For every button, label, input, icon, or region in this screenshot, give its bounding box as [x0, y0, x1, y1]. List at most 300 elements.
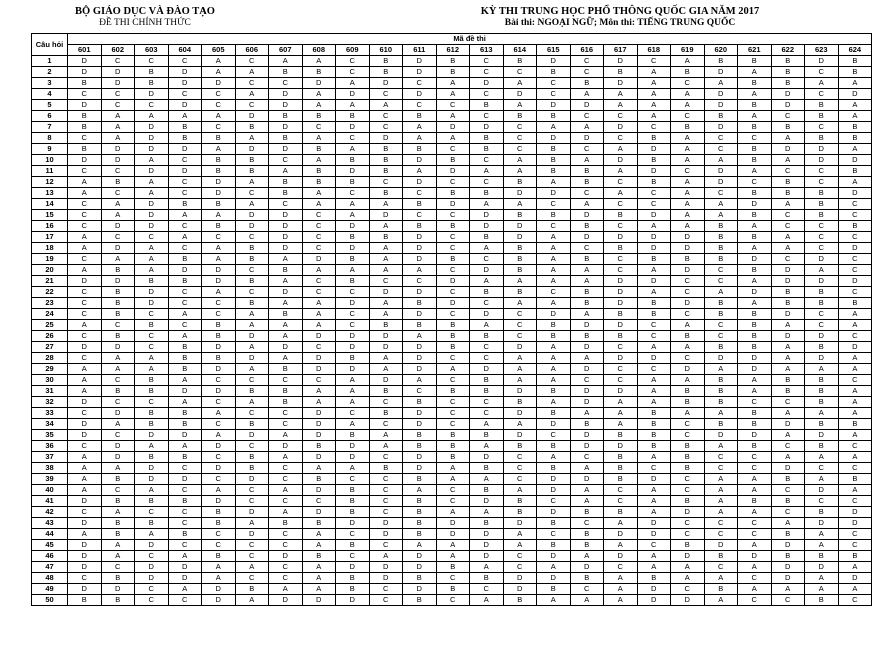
- answer-cell: B: [671, 67, 705, 78]
- answer-cell: A: [704, 507, 738, 518]
- answer-cell: A: [503, 199, 537, 210]
- answer-cell: D: [805, 331, 839, 342]
- answer-cell: C: [671, 485, 705, 496]
- answer-cell: A: [704, 155, 738, 166]
- answer-cell: D: [503, 89, 537, 100]
- answer-cell: A: [838, 584, 872, 595]
- answer-cell: C: [436, 100, 470, 111]
- answer-cell: D: [470, 221, 504, 232]
- answer-cell: C: [101, 166, 135, 177]
- answer-cell: D: [336, 518, 370, 529]
- question-number: 10: [32, 155, 68, 166]
- answer-cell: D: [369, 331, 403, 342]
- answer-cell: B: [704, 375, 738, 386]
- answer-cell: B: [671, 397, 705, 408]
- answer-cell: A: [436, 551, 470, 562]
- answer-cell: C: [302, 243, 336, 254]
- table-row: [32, 375, 872, 386]
- answer-cell: C: [202, 122, 236, 133]
- answer-cell: A: [101, 463, 135, 474]
- answer-cell: D: [671, 595, 705, 606]
- answer-cell: A: [369, 265, 403, 276]
- answer-cell: B: [470, 386, 504, 397]
- answer-cell: B: [805, 210, 839, 221]
- answer-cell: B: [168, 342, 202, 353]
- answer-cell: C: [771, 441, 805, 452]
- answer-cell: C: [369, 595, 403, 606]
- answer-cell: D: [503, 232, 537, 243]
- answer-cell: D: [336, 122, 370, 133]
- answer-cell: B: [336, 232, 370, 243]
- answer-cell: A: [738, 298, 772, 309]
- answer-cell: A: [302, 188, 336, 199]
- answer-cell: C: [704, 518, 738, 529]
- question-number: 13: [32, 188, 68, 199]
- table-row: [32, 232, 872, 243]
- answer-cell: D: [202, 386, 236, 397]
- answer-cell: C: [704, 276, 738, 287]
- answer-cell: C: [135, 100, 169, 111]
- answer-cell: C: [805, 463, 839, 474]
- answer-cell: B: [738, 210, 772, 221]
- answer-cell: A: [403, 331, 437, 342]
- answer-cell: D: [503, 573, 537, 584]
- answer-cell: D: [369, 518, 403, 529]
- answer-cell: D: [604, 529, 638, 540]
- answer-cell: B: [470, 100, 504, 111]
- table-row: [32, 353, 872, 364]
- answer-cell: B: [470, 144, 504, 155]
- answer-cell: B: [738, 78, 772, 89]
- answer-cell: A: [369, 254, 403, 265]
- answer-cell: D: [604, 551, 638, 562]
- answer-cell: B: [503, 397, 537, 408]
- answer-cell: D: [570, 100, 604, 111]
- answer-cell: A: [704, 287, 738, 298]
- answer-cell: B: [570, 573, 604, 584]
- answer-cell: D: [168, 562, 202, 573]
- answer-cell: B: [403, 111, 437, 122]
- answer-cell: D: [336, 89, 370, 100]
- answer-cell: D: [403, 56, 437, 67]
- question-number: 4: [32, 89, 68, 100]
- answer-cell: C: [269, 573, 303, 584]
- answer-cell: D: [336, 364, 370, 375]
- answer-cell: D: [202, 584, 236, 595]
- answer-cell: C: [101, 320, 135, 331]
- answer-cell: D: [503, 408, 537, 419]
- answer-cell: A: [135, 177, 169, 188]
- answer-cell: B: [704, 243, 738, 254]
- answer-cell: D: [537, 56, 571, 67]
- answer-cell: B: [168, 408, 202, 419]
- answer-cell: C: [202, 89, 236, 100]
- answer-cell: D: [503, 386, 537, 397]
- answer-cell: D: [269, 221, 303, 232]
- answer-cell: D: [135, 221, 169, 232]
- table-row: [32, 507, 872, 518]
- answer-cell: D: [637, 584, 671, 595]
- answer-cell: B: [470, 573, 504, 584]
- answer-cell: D: [369, 287, 403, 298]
- answer-cell: B: [470, 485, 504, 496]
- answer-cell: C: [369, 485, 403, 496]
- answer-cell: B: [771, 551, 805, 562]
- answer-cell: B: [135, 78, 169, 89]
- answer-cell: D: [101, 276, 135, 287]
- question-number: 16: [32, 221, 68, 232]
- answer-cell: C: [135, 232, 169, 243]
- answer-cell: B: [838, 133, 872, 144]
- table-row: [32, 188, 872, 199]
- answer-cell: C: [738, 573, 772, 584]
- answer-cell: D: [302, 452, 336, 463]
- answer-cell: A: [838, 100, 872, 111]
- question-number: 47: [32, 562, 68, 573]
- question-number: 26: [32, 331, 68, 342]
- exam-code-header: 610: [369, 45, 403, 56]
- answer-cell: A: [838, 397, 872, 408]
- answer-cell: B: [570, 419, 604, 430]
- answer-cell: A: [637, 100, 671, 111]
- question-number: 35: [32, 430, 68, 441]
- answer-cell: B: [570, 78, 604, 89]
- question-number: 5: [32, 100, 68, 111]
- answer-cell: B: [101, 265, 135, 276]
- answer-cell: C: [436, 573, 470, 584]
- exam-title: KỲ THI TRUNG HỌC PHỔ THÔNG QUỐC GIA NĂM 2017: [480, 6, 760, 17]
- answer-cell: A: [738, 166, 772, 177]
- answer-cell: D: [135, 298, 169, 309]
- answer-cell: C: [671, 78, 705, 89]
- answer-cell: B: [738, 56, 772, 67]
- answer-cell: B: [302, 67, 336, 78]
- answer-cell: D: [738, 364, 772, 375]
- answer-cell: C: [202, 452, 236, 463]
- answer-cell: B: [302, 551, 336, 562]
- answer-cell: A: [101, 111, 135, 122]
- answer-cell: A: [403, 265, 437, 276]
- answer-cell: B: [537, 584, 571, 595]
- answer-cell: C: [436, 419, 470, 430]
- answer-cell: C: [704, 463, 738, 474]
- answer-cell: D: [68, 276, 102, 287]
- answer-cell: C: [135, 342, 169, 353]
- answer-cell: D: [269, 551, 303, 562]
- answer-cell: A: [202, 485, 236, 496]
- answer-cell: A: [302, 540, 336, 551]
- answer-cell: D: [805, 56, 839, 67]
- answer-cell: A: [637, 496, 671, 507]
- answer-cell: B: [671, 254, 705, 265]
- table-row: [32, 89, 872, 100]
- answer-cell: B: [202, 320, 236, 331]
- answer-cell: D: [235, 353, 269, 364]
- answer-cell: C: [704, 188, 738, 199]
- answer-cell: C: [470, 111, 504, 122]
- answer-cell: A: [671, 188, 705, 199]
- answer-cell: B: [135, 67, 169, 78]
- answer-cell: A: [436, 111, 470, 122]
- answer-cell: C: [738, 177, 772, 188]
- answer-cell: B: [637, 254, 671, 265]
- answer-cell: A: [537, 342, 571, 353]
- answer-cell: B: [101, 529, 135, 540]
- question-number: 48: [32, 573, 68, 584]
- answer-cell: B: [235, 243, 269, 254]
- answer-cell: D: [671, 507, 705, 518]
- answer-cell: A: [168, 375, 202, 386]
- answer-cell: C: [838, 540, 872, 551]
- answer-cell: D: [269, 287, 303, 298]
- answer-cell: B: [738, 232, 772, 243]
- answer-cell: A: [68, 188, 102, 199]
- answer-cell: C: [838, 375, 872, 386]
- answer-cell: B: [470, 463, 504, 474]
- table-row: [32, 485, 872, 496]
- answer-cell: A: [302, 265, 336, 276]
- answer-cell: B: [503, 496, 537, 507]
- answer-cell: B: [671, 441, 705, 452]
- answer-cell: C: [68, 507, 102, 518]
- answer-cell: D: [269, 232, 303, 243]
- answer-cell: D: [436, 122, 470, 133]
- answer-cell: A: [235, 133, 269, 144]
- answer-cell: D: [771, 265, 805, 276]
- answer-cell: B: [101, 298, 135, 309]
- answer-cell: D: [637, 518, 671, 529]
- question-number: 30: [32, 375, 68, 386]
- answer-cell: B: [570, 254, 604, 265]
- answer-cell: A: [604, 166, 638, 177]
- answer-cell: B: [604, 67, 638, 78]
- answer-cell: A: [570, 155, 604, 166]
- answer-cell: C: [135, 56, 169, 67]
- answer-cell: D: [369, 573, 403, 584]
- answer-cell: B: [403, 595, 437, 606]
- answer-cell: C: [604, 221, 638, 232]
- answer-cell: A: [302, 133, 336, 144]
- answer-cell: C: [336, 320, 370, 331]
- answer-cell: A: [369, 353, 403, 364]
- question-column-header: Câu hỏi: [32, 34, 68, 56]
- answer-cell: A: [68, 177, 102, 188]
- answer-cell: D: [336, 441, 370, 452]
- answer-cell: A: [838, 78, 872, 89]
- answer-cell: B: [503, 441, 537, 452]
- answer-cell: D: [101, 441, 135, 452]
- answer-cell: C: [570, 67, 604, 78]
- answer-cell: D: [403, 353, 437, 364]
- answer-cell: B: [135, 320, 169, 331]
- answer-cell: B: [202, 155, 236, 166]
- answer-cell: D: [704, 430, 738, 441]
- answer-cell: D: [403, 551, 437, 562]
- answer-cell: C: [671, 111, 705, 122]
- answer-cell: B: [738, 408, 772, 419]
- answer-cell: C: [704, 452, 738, 463]
- answer-cell: C: [235, 188, 269, 199]
- question-number: 2: [32, 67, 68, 78]
- answer-cell: B: [336, 485, 370, 496]
- answer-cell: D: [704, 67, 738, 78]
- answer-cell: B: [470, 188, 504, 199]
- answer-cell: C: [738, 529, 772, 540]
- answer-cell: A: [838, 364, 872, 375]
- answer-cell: B: [704, 309, 738, 320]
- answer-cell: A: [135, 243, 169, 254]
- answer-cell: A: [570, 122, 604, 133]
- answer-cell: C: [68, 408, 102, 419]
- answer-cell: A: [537, 562, 571, 573]
- answer-cell: C: [671, 529, 705, 540]
- answer-cell: B: [805, 287, 839, 298]
- answer-cell: B: [369, 463, 403, 474]
- answer-cell: C: [336, 287, 370, 298]
- answer-cell: C: [269, 463, 303, 474]
- answer-cell: D: [570, 232, 604, 243]
- answer-cell: C: [403, 100, 437, 111]
- answer-cell: C: [235, 485, 269, 496]
- exam-code-header: 621: [738, 45, 772, 56]
- answer-cell: C: [470, 177, 504, 188]
- answer-cell: D: [269, 342, 303, 353]
- answer-cell: C: [436, 265, 470, 276]
- answer-cell: A: [302, 199, 336, 210]
- answer-cell: C: [235, 441, 269, 452]
- answer-cell: A: [336, 199, 370, 210]
- answer-cell: B: [537, 518, 571, 529]
- answer-cell: C: [805, 166, 839, 177]
- answer-cell: B: [570, 287, 604, 298]
- answer-cell: D: [403, 287, 437, 298]
- answer-cell: D: [503, 430, 537, 441]
- answer-cell: A: [671, 408, 705, 419]
- answer-cell: C: [101, 430, 135, 441]
- answer-cell: D: [68, 584, 102, 595]
- answer-cell: D: [771, 463, 805, 474]
- answer-cell: D: [738, 199, 772, 210]
- answer-cell: C: [637, 56, 671, 67]
- answer-cell: D: [68, 397, 102, 408]
- answer-cell: D: [604, 155, 638, 166]
- answer-cell: C: [838, 496, 872, 507]
- answer-cell: D: [336, 221, 370, 232]
- answer-cell: C: [302, 496, 336, 507]
- answer-cell: C: [604, 375, 638, 386]
- answer-cell: C: [403, 386, 437, 397]
- answer-cell: A: [570, 353, 604, 364]
- answer-cell: D: [101, 584, 135, 595]
- answer-cell: D: [235, 144, 269, 155]
- answer-cell: A: [671, 221, 705, 232]
- answer-cell: D: [637, 595, 671, 606]
- answer-cell: B: [637, 408, 671, 419]
- answer-cell: B: [168, 452, 202, 463]
- answer-cell: B: [704, 221, 738, 232]
- answer-cell: B: [570, 298, 604, 309]
- answer-cell: C: [503, 67, 537, 78]
- answer-cell: B: [403, 298, 437, 309]
- answer-cell: A: [771, 353, 805, 364]
- answer-cell: C: [838, 254, 872, 265]
- answer-cell: D: [269, 89, 303, 100]
- answer-cell: A: [269, 584, 303, 595]
- answer-cell: B: [537, 540, 571, 551]
- answer-cell: D: [235, 430, 269, 441]
- answer-cell: A: [168, 551, 202, 562]
- answer-cell: B: [336, 507, 370, 518]
- table-row: [32, 474, 872, 485]
- answer-cell: A: [503, 419, 537, 430]
- answer-cell: A: [503, 540, 537, 551]
- answer-cell: A: [168, 111, 202, 122]
- answer-cell: D: [369, 210, 403, 221]
- table-row: [32, 100, 872, 111]
- answer-cell: A: [537, 122, 571, 133]
- answer-cell: B: [68, 595, 102, 606]
- answer-cell: D: [738, 254, 772, 265]
- answer-cell: B: [436, 386, 470, 397]
- answer-cell: B: [369, 67, 403, 78]
- answer-cell: A: [302, 386, 336, 397]
- answer-cell: C: [168, 320, 202, 331]
- exam-code-header: 613: [470, 45, 504, 56]
- answer-cell: A: [604, 100, 638, 111]
- answer-cell: D: [838, 243, 872, 254]
- answer-cell: C: [369, 111, 403, 122]
- answer-cell: D: [302, 331, 336, 342]
- answer-cell: A: [805, 78, 839, 89]
- answer-cell: C: [202, 375, 236, 386]
- answer-cell: A: [771, 243, 805, 254]
- answer-cell: B: [436, 331, 470, 342]
- answer-cell: B: [470, 133, 504, 144]
- answer-cell: B: [805, 100, 839, 111]
- answer-cell: B: [436, 254, 470, 265]
- answer-cell: C: [738, 133, 772, 144]
- answer-cell: D: [637, 243, 671, 254]
- answer-cell: B: [168, 199, 202, 210]
- answer-cell: B: [269, 364, 303, 375]
- answer-cell: C: [503, 474, 537, 485]
- answer-cell: A: [771, 199, 805, 210]
- answer-cell: C: [68, 298, 102, 309]
- answer-cell: D: [436, 518, 470, 529]
- answer-cell: B: [369, 232, 403, 243]
- answer-cell: A: [470, 562, 504, 573]
- answer-cell: B: [202, 166, 236, 177]
- answer-cell: D: [570, 397, 604, 408]
- question-number: 14: [32, 199, 68, 210]
- answer-cell: D: [135, 210, 169, 221]
- table-header-row-group: [32, 34, 872, 45]
- answer-cell: B: [436, 430, 470, 441]
- answer-cell: A: [436, 540, 470, 551]
- answer-cell: A: [838, 353, 872, 364]
- answer-cell: A: [771, 364, 805, 375]
- answer-cell: B: [202, 133, 236, 144]
- question-number: 15: [32, 210, 68, 221]
- answer-cell: A: [805, 584, 839, 595]
- answer-cell: C: [537, 89, 571, 100]
- answer-cell: A: [604, 144, 638, 155]
- answer-cell: A: [68, 243, 102, 254]
- answer-cell: A: [604, 518, 638, 529]
- answer-cell: D: [235, 331, 269, 342]
- answer-cell: C: [403, 78, 437, 89]
- answer-cell: A: [202, 573, 236, 584]
